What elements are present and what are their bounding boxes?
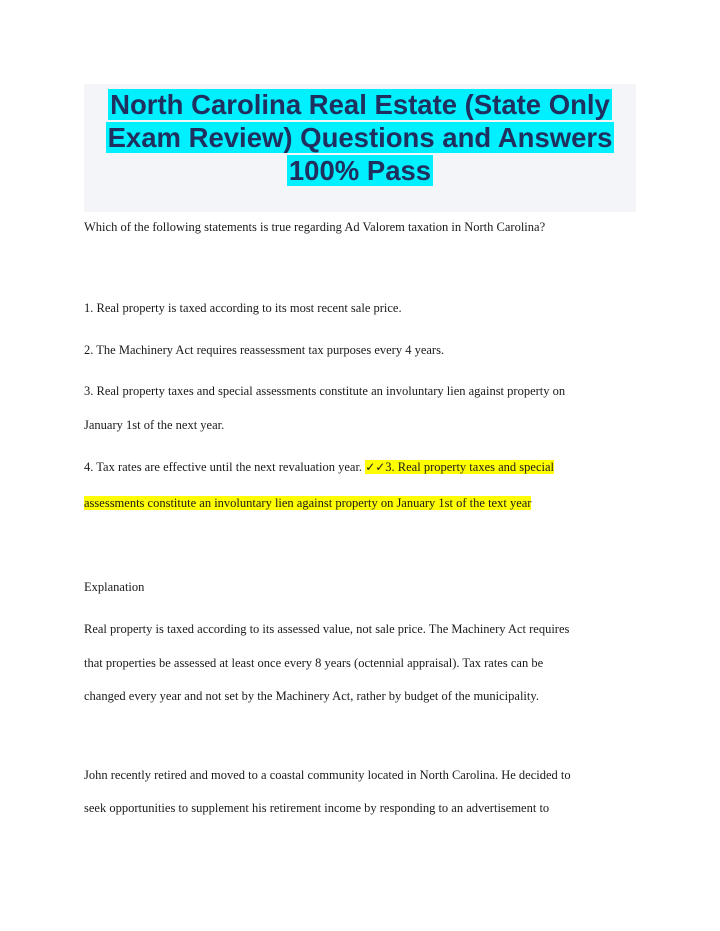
question2-line-1: John recently retired and moved to a coastal community located in North Carolina. He decided to: [84, 768, 571, 782]
option-4: 4. Tax rates are effective until the next revaluation year.: [84, 460, 363, 474]
title-line-2: Exam Review) Questions and Answers: [107, 122, 613, 153]
answer-highlight-line-1: [365, 460, 554, 474]
explanation-line-2: that properties be assessed at least once every 8 years (octennial appraisal). Tax rates can be: [84, 656, 544, 670]
title-box: [84, 84, 636, 212]
title-line-3: 100% Pass: [288, 155, 432, 186]
option-3-line-1: 3. Real property taxes and special assessments constitute an involuntary lien against property on: [84, 384, 566, 398]
answer-line-2: [84, 495, 531, 512]
option-2: 2. The Machinery Act requires reassessment tax purposes every 4 years.: [84, 343, 445, 357]
title-line-1: North Carolina Real Estate (State Only: [110, 89, 610, 120]
document-title: [84, 84, 636, 187]
answer-text-line-2: assessments constitute an involuntary lien against property on January 1st of the text year: [84, 496, 532, 510]
question-prompt: Which of the following statements is true regarding Ad Valorem taxation in North Carolina?: [84, 220, 546, 234]
answer-text-line-1: 3. Real property taxes and special: [385, 460, 554, 474]
explanation-line-1: Real property is taxed according to its assessed value, not sale price. The Machinery Act requires: [84, 622, 570, 636]
explanation-line-3: changed every year and not set by the Machinery Act, rather by budget of the municipality.: [84, 689, 539, 703]
option-3-line-2: January 1st of the next year.: [84, 418, 225, 432]
question2-line-2: seek opportunities to supplement his retirement income by responding to an advertisement to: [84, 801, 550, 815]
checkmark-icon: ✓✓: [365, 460, 386, 474]
option-1: 1. Real property is taxed according to its most recent sale price.: [84, 301, 402, 315]
explanation-heading: Explanation: [84, 580, 145, 594]
option-4-with-answer: [84, 459, 554, 476]
